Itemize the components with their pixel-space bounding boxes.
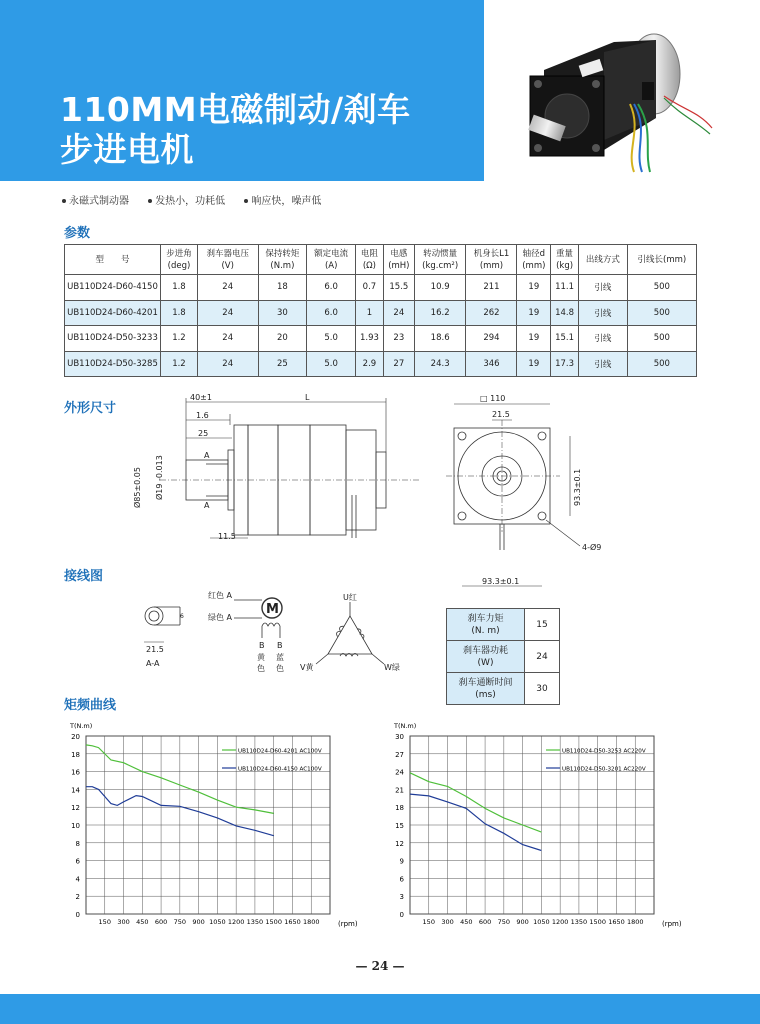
table-cell: 20 — [258, 326, 307, 352]
table-cell: 15.1 — [551, 326, 579, 352]
section-title-dimensions: 外形尺寸 — [64, 401, 117, 416]
wiring-diagram — [140, 590, 440, 680]
x-axis-label: (rpm) — [338, 920, 358, 928]
table-cell: 引线 — [578, 300, 627, 326]
table-cell: 0.7 — [356, 275, 384, 301]
y-axis-label: T(N.m) — [394, 722, 417, 730]
phase-v: V黄 — [300, 663, 314, 672]
spec-table — [64, 244, 697, 377]
legend-entry: UB110D24-D50-3253 AC220V — [562, 748, 646, 755]
table-cell: 19 — [517, 351, 551, 377]
table-header-row — [65, 245, 697, 275]
x-tick-label: 1650 — [284, 918, 301, 926]
color-yellow: 黄 — [257, 653, 265, 662]
table-cell: 23 — [383, 326, 414, 352]
y-tick-label: 8 — [75, 839, 80, 848]
x-tick-label: 450 — [136, 918, 149, 926]
dim-bolt-pitch-v: 93.3±0.1 — [573, 468, 582, 506]
dim-key-length: 25 — [198, 429, 209, 438]
legend-entry: UB110D24-D50-3201 AC220V — [562, 766, 646, 773]
dim-bore: 21.5 — [492, 410, 510, 419]
table-cell: 500 — [627, 300, 696, 326]
table-cell: 19 — [517, 300, 551, 326]
table-cell: 30 — [258, 300, 307, 326]
torque-chart-2 — [380, 712, 700, 952]
section-title-params: 参数 — [64, 226, 91, 241]
table-header-cell: 型 号 — [65, 245, 161, 275]
brake-row — [447, 641, 560, 673]
color-char-2: 色 — [276, 664, 284, 673]
y-tick-label: 15 — [395, 822, 404, 830]
y-tick-label: 16 — [71, 768, 80, 777]
legend-entry: UB110D24-D60-4150 AC100V — [238, 766, 322, 773]
y-tick-label: 12 — [71, 804, 80, 813]
table-cell: 5.0 — [307, 351, 356, 377]
brake-param: 刹车力矩 (N. m) — [447, 609, 525, 641]
table-cell: 24 — [197, 351, 258, 377]
y-tick-label: 12 — [395, 839, 404, 848]
table-cell: 500 — [627, 326, 696, 352]
table-cell: 6.0 — [307, 275, 356, 301]
front-view — [446, 404, 580, 586]
brake-row — [447, 673, 560, 705]
section-title-curve: 矩频曲线 — [64, 698, 117, 713]
phase-w: W绿 — [384, 663, 400, 672]
y-tick-label: 0 — [75, 911, 80, 919]
table-header-cell: 转动惯量 (kg.cm²) — [414, 245, 466, 275]
table-cell: 262 — [466, 300, 517, 326]
brake-red-label: 红色 A — [208, 591, 233, 600]
table-cell: 24 — [197, 326, 258, 352]
title-line-1: 110MM电磁制动/刹车 — [60, 90, 411, 129]
brake-row — [447, 609, 560, 641]
table-cell: 18 — [258, 275, 307, 301]
table-cell: UB110D24-D50-3285 — [65, 351, 161, 377]
table-cell: 15.5 — [383, 275, 414, 301]
table-cell: 5.0 — [307, 326, 356, 352]
dimension-drawing — [120, 390, 640, 590]
x-tick-label: 1050 — [533, 918, 550, 926]
color-char-1: 色 — [257, 664, 265, 673]
table-header-cell: 保持转矩 (N.m) — [258, 245, 307, 275]
table-cell: 1.2 — [161, 351, 198, 377]
y-tick-label: 0 — [399, 911, 404, 919]
table-cell: 211 — [466, 275, 517, 301]
feature-list — [62, 192, 337, 207]
x-tick-label: 1350 — [570, 918, 588, 926]
y-tick-label: 20 — [71, 733, 80, 741]
x-tick-label: 300 — [117, 918, 130, 926]
table-cell: 24.3 — [414, 351, 466, 377]
side-view — [160, 425, 420, 538]
y-tick-label: 2 — [75, 893, 80, 902]
hero-banner — [0, 0, 484, 181]
section-title-wiring: 接线图 — [64, 569, 104, 584]
table-header-cell: 步进角 (deg) — [161, 245, 198, 275]
x-tick-label: 1650 — [608, 918, 625, 926]
table-cell: 27 — [383, 351, 414, 377]
dim-flange-gap: 11.5 — [218, 532, 236, 541]
dim-key-width: 6 — [180, 613, 184, 620]
y-tick-label: 27 — [395, 750, 404, 759]
title-line-2: 步进电机 — [60, 130, 194, 169]
color-blue: 蓝 — [276, 653, 284, 662]
terminal-b1: B — [259, 641, 265, 650]
y-tick-label: 21 — [395, 786, 404, 795]
table-cell: UB110D24-D50-3233 — [65, 326, 161, 352]
y-tick-label: 6 — [399, 875, 404, 884]
brake-param: 刹车器功耗 (W) — [447, 641, 525, 673]
table-cell: 24 — [197, 275, 258, 301]
table-cell: 500 — [627, 275, 696, 301]
table-cell: 1.2 — [161, 326, 198, 352]
table-cell: 1 — [356, 300, 384, 326]
x-tick-label: 1500 — [265, 918, 282, 926]
terminal-b2: B — [277, 641, 283, 650]
dim-pilot-dia: Ø85±0.05 — [133, 467, 142, 508]
dim-shaft-length: 40±1 — [190, 393, 212, 402]
table-cell: 24 — [383, 300, 414, 326]
x-tick-label: 1350 — [246, 918, 264, 926]
feature-item: 发热小，功耗低 — [148, 192, 225, 207]
y-tick-label: 10 — [71, 822, 80, 830]
table-cell: 11.1 — [551, 275, 579, 301]
table-cell: 1.93 — [356, 326, 384, 352]
x-tick-label: 600 — [478, 918, 492, 926]
x-tick-label: 300 — [441, 918, 454, 926]
table-cell: 10.9 — [414, 275, 466, 301]
table-header-cell: 机身长L1 (mm) — [466, 245, 517, 275]
table-header-cell: 电阻 (Ω) — [356, 245, 384, 275]
table-header-cell: 电感 (mH) — [383, 245, 414, 275]
table-cell: 19 — [517, 326, 551, 352]
page-title — [60, 90, 411, 170]
dim-key: 21.5 — [146, 645, 164, 654]
y-tick-label: 3 — [399, 893, 404, 902]
x-tick-label: 750 — [173, 918, 187, 926]
dim-square: □ 110 — [480, 394, 506, 403]
y-tick-label: 18 — [395, 804, 404, 813]
table-cell: 引线 — [578, 326, 627, 352]
motor-symbol: M — [266, 602, 279, 617]
x-axis-label: (rpm) — [662, 920, 682, 928]
footer-bar — [0, 994, 760, 1024]
y-tick-label: 6 — [75, 857, 80, 866]
table-cell: 19 — [517, 275, 551, 301]
y-tick-label: 9 — [399, 857, 404, 866]
feature-item: 永磁式制动器 — [62, 192, 129, 207]
x-tick-label: 1500 — [589, 918, 606, 926]
section-mark-bottom: A — [204, 501, 210, 510]
section-label: A-A — [146, 659, 160, 668]
table-cell: 14.8 — [551, 300, 579, 326]
brake-param: 刹车通断时间 (ms) — [447, 673, 525, 705]
page-number: — 24 — — [355, 959, 405, 973]
table-row — [65, 275, 697, 301]
y-tick-label: 14 — [71, 786, 80, 795]
y-tick-label: 24 — [395, 768, 404, 777]
table-cell: 2.9 — [356, 351, 384, 377]
brake-value: 24 — [525, 641, 560, 673]
table-cell: 17.3 — [551, 351, 579, 377]
dim-shaft-dia: Ø19 -0.013 — [155, 455, 164, 500]
table-header-cell: 刹车器电压 (V) — [197, 245, 258, 275]
dim-bolt-pitch-h: 93.3±0.1 — [482, 577, 520, 586]
x-tick-label: 1200 — [551, 918, 569, 926]
table-header-cell: 重量 (kg) — [551, 245, 579, 275]
y-tick-label: 4 — [75, 875, 80, 884]
table-row — [65, 351, 697, 377]
y-tick-label: 18 — [71, 750, 80, 759]
x-tick-label: 750 — [497, 918, 511, 926]
table-cell: UB110D24-D60-4201 — [65, 300, 161, 326]
x-tick-label: 1800 — [626, 918, 644, 926]
table-row — [65, 300, 697, 326]
x-tick-label: 1200 — [227, 918, 245, 926]
table-cell: 500 — [627, 351, 696, 377]
table-cell: 1.8 — [161, 300, 198, 326]
feature-item: 响应快，噪声低 — [244, 192, 321, 207]
dim-body-length: L — [305, 393, 310, 402]
y-tick-label: 30 — [395, 733, 404, 741]
brake-table — [446, 608, 560, 705]
x-tick-label: 150 — [422, 918, 435, 926]
brake-value: 15 — [525, 609, 560, 641]
legend-entry: UB110D24-D60-4201 AC100V — [238, 748, 322, 755]
table-cell: UB110D24-D60-4150 — [65, 275, 161, 301]
section-mark-top: A — [204, 451, 210, 460]
brake-green-label: 绿色 A — [208, 613, 233, 622]
dim-holes: 4-Ø9 — [582, 543, 602, 552]
product-photo — [484, 0, 760, 181]
table-header-cell: 额定电流 (A) — [307, 245, 356, 275]
table-cell: 引线 — [578, 275, 627, 301]
table-cell: 18.6 — [414, 326, 466, 352]
table-header-cell: 出线方式 — [578, 245, 627, 275]
x-tick-label: 600 — [154, 918, 168, 926]
table-cell: 346 — [466, 351, 517, 377]
y-axis-label: T(N.m) — [70, 722, 93, 730]
table-row — [65, 326, 697, 352]
torque-chart-1 — [56, 712, 376, 952]
table-header-cell: 引线长(mm) — [627, 245, 696, 275]
x-tick-label: 1800 — [302, 918, 320, 926]
dim-flange-thick: 1.6 — [196, 411, 209, 420]
table-cell: 24 — [197, 300, 258, 326]
x-tick-label: 450 — [460, 918, 473, 926]
motor-illustration — [484, 0, 760, 181]
table-cell: 引线 — [578, 351, 627, 377]
phase-u: U红 — [343, 593, 357, 602]
table-header-cell: 轴径d (mm) — [517, 245, 551, 275]
table-cell: 1.8 — [161, 275, 198, 301]
x-tick-label: 150 — [98, 918, 111, 926]
table-cell: 16.2 — [414, 300, 466, 326]
x-tick-label: 900 — [192, 918, 205, 926]
x-tick-label: 900 — [516, 918, 529, 926]
table-cell: 294 — [466, 326, 517, 352]
table-cell: 25 — [258, 351, 307, 377]
table-cell: 6.0 — [307, 300, 356, 326]
brake-value: 30 — [525, 673, 560, 705]
x-tick-label: 1050 — [209, 918, 226, 926]
